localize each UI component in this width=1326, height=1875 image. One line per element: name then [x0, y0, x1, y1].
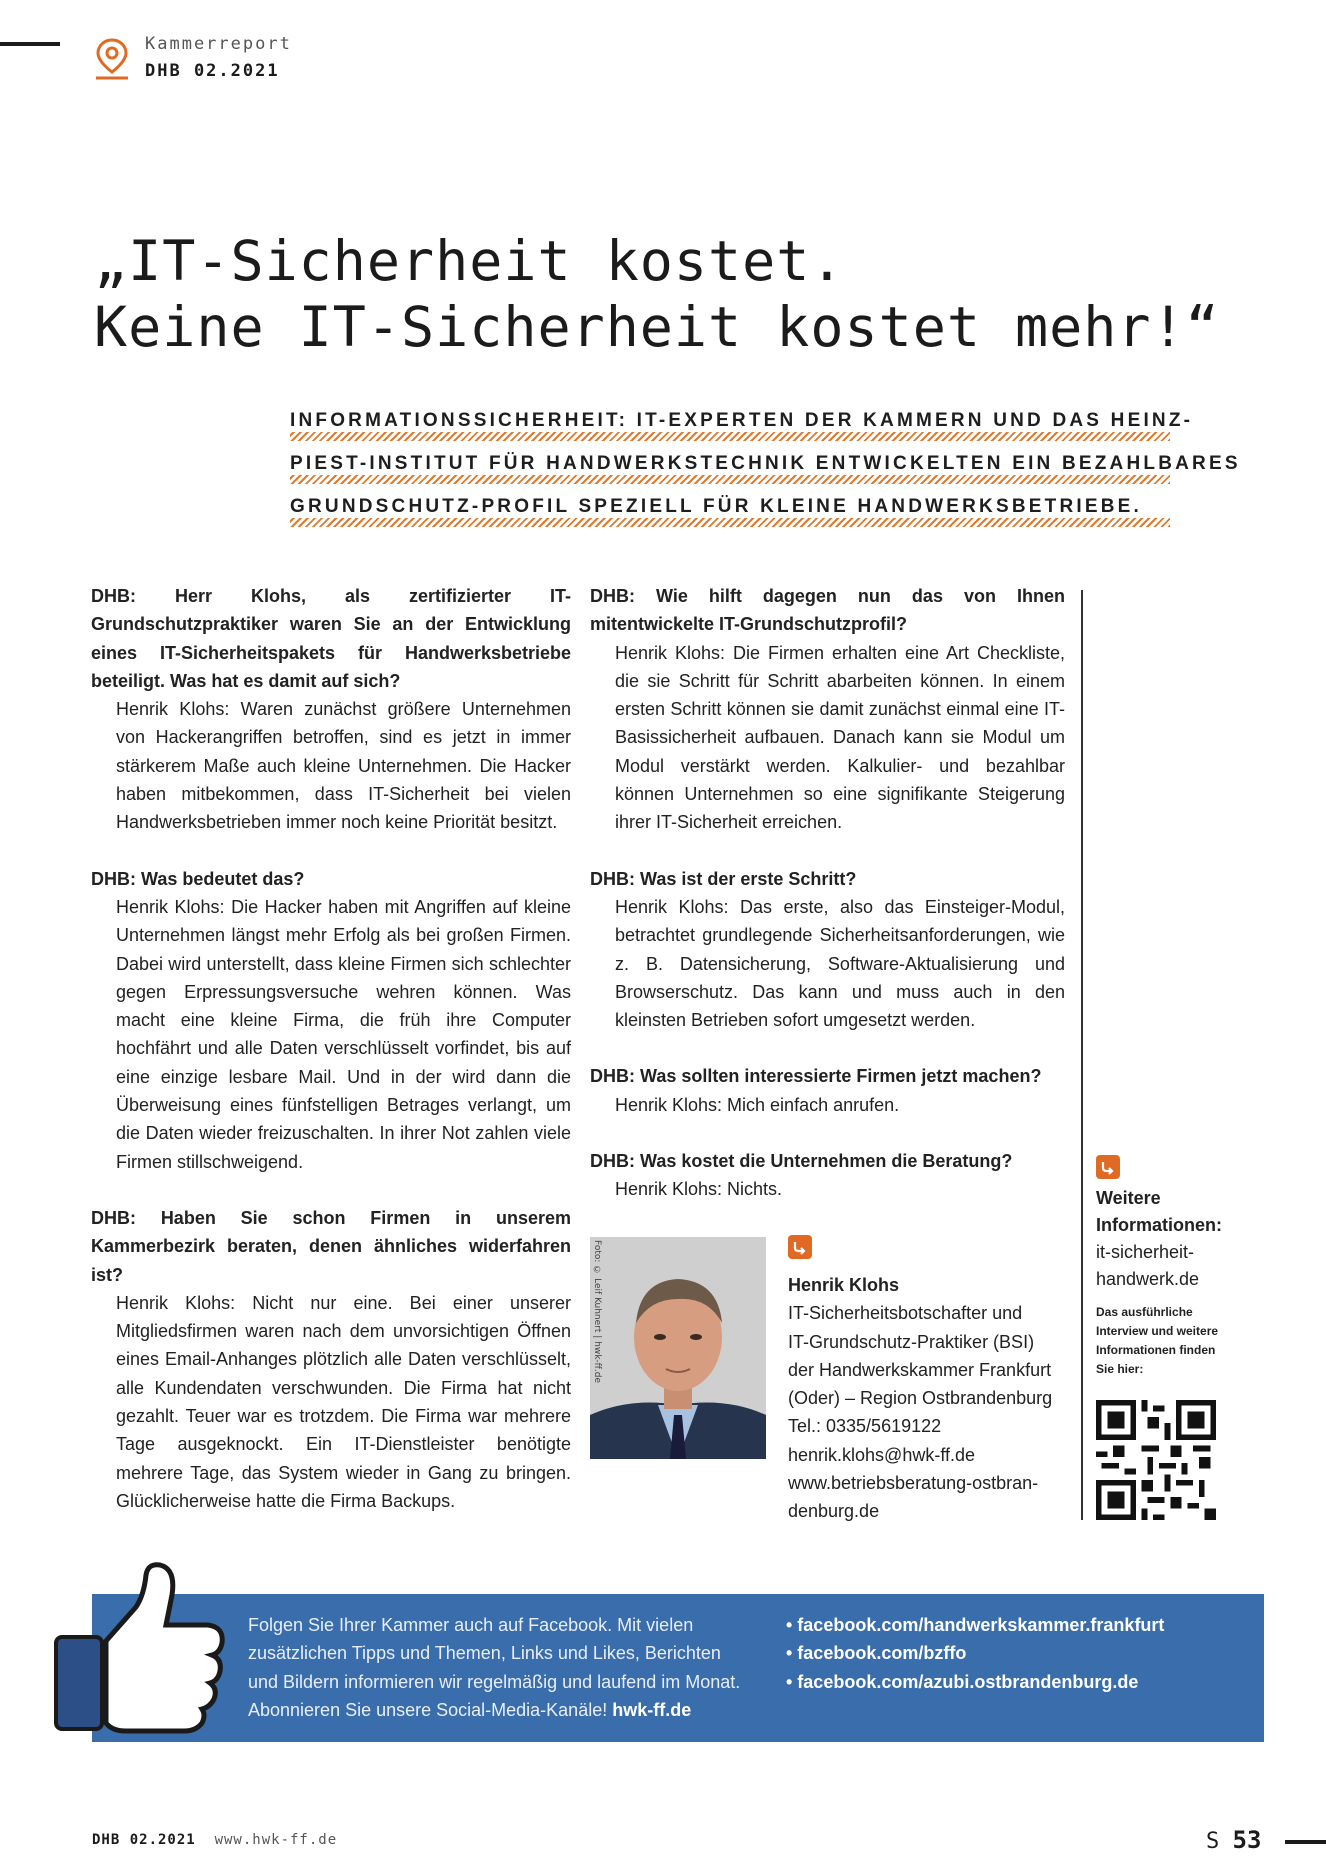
lead-line-3: GRUNDSCHUTZ-PROFIL SPEZIELL FÜR KLEINE HANDWERKSBETRIEBE.	[290, 490, 1170, 533]
question: DHB: Was ist der erste Schritt?	[590, 868, 857, 889]
question: DHB: Herr Klohs, als zertifizierter IT-Grundschutzpraktiker waren Sie an der Entwicklung eines IT-Sicherheitspakets für Handwerksbetriebe beteiligt. Was hat es damit auf sich?	[91, 586, 571, 691]
contact-role: IT-Grundschutz-Praktiker (BSI)	[788, 1331, 1035, 1352]
answer: Henrik Klohs: Nicht nur eine. Bei einer unserer Mitgliedsfirmen waren nach dem unvorsichtigen Öffnen eines Email-Anhanges plötzlich alle Daten verschlüsselt, alle Kundendaten verschwunden. Die Firma hat nicht gezahlt. Teuer war es trotzdem. Die Firma war mehrere Tage ausgeknockt. Ein IT-Dienstleister benötigte mehrere Tage, das System wieder in Gang zu bringen. Glücklicherweise hatte die Firma Backups.	[116, 1292, 571, 1511]
arrow-icon	[1096, 1155, 1120, 1179]
portrait-photo	[590, 1237, 766, 1459]
contact-phone: Tel.: 0335/5619122	[788, 1416, 942, 1437]
bottom-rule	[1285, 1840, 1326, 1844]
thumbs-up-icon	[50, 1555, 230, 1735]
answer: Henrik Klohs: Die Firmen erhalten eine Art Checkliste, die sie Schritt für Schritt abarbeiten können. In einem ersten Schritt können sie damit zunächst einmal eine IT-Basissicherheit aufbauen. Danach kann sie Modul um Modul verstärkt werden. Kalkulier- und bezahlbar können Unternehmen so eine signifikante Steigerung ihrer IT-Sicherheit erreichen.	[615, 642, 1065, 833]
sidebar-divider	[1081, 590, 1083, 1520]
lead-line-2: PIEST-INSTITUT FÜR HANDWERKSTECHNIK ENTWICKELTEN EIN BEZAHLBARES	[290, 447, 1170, 490]
section-label: Kammerreport	[145, 34, 292, 54]
facebook-description: Folgen Sie Ihrer Kammer auch auf Facebook. Mit vielen zusätzlichen Tipps und Themen, Links und Likes, Berichten und Bildern informieren wir regelmäßig und laufend im Monat. Abonnieren Sie unsere Social-Media-Kanäle!	[248, 1615, 741, 1720]
answer: Henrik Klohs: Das erste, also das Einsteiger-Modul, betrachtet grundlegende Sicherheitsanforderungen, wie z. B. Datensicherung, Software-Aktualisierung und Browserschutz. Das kann und muss auch in den kleinsten Betrieben sofort umgesetzt werden.	[615, 896, 1065, 1031]
interview-column-1	[91, 582, 571, 1515]
location-pin-icon	[92, 36, 132, 82]
footer-url[interactable]: www.hwk-ff.de	[214, 1832, 338, 1848]
page-title	[94, 228, 1274, 360]
contact-name: Henrik Klohs	[788, 1275, 900, 1295]
answer: Henrik Klohs: Die Hacker haben mit Angriffen auf kleine Unternehmen längst mehr Erfolg als bei großen Firmen. Dabei wird unterstellt, dass kleine Firmen sich schlechter gegen Erpressungsversuche wehren können. Was macht eine kleine Firma, die früh ihre Computer hochfährt und alle Daten verschlüsselt vorfindet, bis auf eine einzige lesbare Mail. Und in der wird dann die Überweisung eines fünfstelligen Betrages verlangt, um die Daten wieder freizuschalten. In ihrer Not zahlen viele Firmen stillschweigend.	[116, 896, 571, 1172]
contact-website[interactable]: denburg.de	[788, 1501, 880, 1522]
facebook-links	[786, 1611, 1266, 1696]
question: DHB: Wie hilft dagegen nun das von Ihnen mitentwickelte IT-Grundschutzprofil?	[590, 586, 1065, 635]
facebook-link[interactable]: • facebook.com/handwerkskammer.frankfurt	[786, 1615, 1165, 1635]
sidebar-info	[1096, 1155, 1236, 1379]
question: DHB: Was sollten interessierte Firmen jetzt machen?	[590, 1066, 1042, 1087]
facebook-link[interactable]: • facebook.com/azubi.ostbrandenburg.de	[786, 1671, 1139, 1692]
lead-paragraph	[290, 404, 1241, 533]
sidebar-link[interactable]: it-sicherheit-	[1096, 1242, 1195, 1262]
contact-box	[788, 1235, 1068, 1526]
issue-label: DHB 02.2021	[145, 61, 280, 81]
page-number	[1206, 1826, 1261, 1854]
footer	[92, 1832, 337, 1848]
page-number-value: 53	[1232, 1826, 1262, 1854]
photo-credit: Foto: © Leif Kuhnert | hwk-ff.de	[592, 1240, 602, 1383]
page-prefix: S	[1206, 1829, 1220, 1854]
contact-role: IT-Sicherheitsbotschafter und	[788, 1303, 1023, 1324]
answer: Henrik Klohs: Nichts.	[615, 1179, 783, 1200]
lead-line-1: INFORMATIONSSICHERHEIT: IT-EXPERTEN DER KAMMERN UND DAS HEINZ-	[290, 404, 1170, 447]
sidebar-link[interactable]: handwerk.de	[1096, 1269, 1200, 1289]
sidebar-note: Das ausführliche Interview und weitere Informationen finden Sie hier:	[1096, 1305, 1219, 1376]
contact-org: (Oder) – Region Ostbrandenburg	[788, 1388, 1053, 1409]
question: DHB: Was kostet die Unternehmen die Beratung?	[590, 1151, 1013, 1172]
sidebar-heading: Weitere	[1096, 1188, 1161, 1208]
interview-column-2	[590, 582, 1065, 1204]
qr-code[interactable]	[1096, 1400, 1216, 1520]
answer: Henrik Klohs: Waren zunächst größere Unternehmen von Hackerangriffen betroffen, sind es jetzt in immer stärkerem Maße auch kleine Unternehmen. Die Hacker haben mitbekommen, dass IT-Sicherheit bei vielen Handwerksbetrieben immer noch keine Priorität besitzt.	[116, 699, 571, 833]
contact-org: der Handwerkskammer Frankfurt	[788, 1359, 1052, 1380]
title-line-1: „IT-Sicherheit kostet.	[94, 229, 845, 293]
top-rule	[0, 42, 60, 46]
facebook-link[interactable]: • facebook.com/bzffo	[786, 1643, 967, 1664]
question: DHB: Haben Sie schon Firmen in unserem Kammerbezirk beraten, denen ähnliches widerfahren ist?	[91, 1207, 571, 1285]
facebook-text	[248, 1611, 748, 1724]
question: DHB: Was bedeutet das?	[91, 868, 305, 889]
sidebar-heading: Informationen:	[1096, 1215, 1222, 1235]
answer: Henrik Klohs: Mich einfach anrufen.	[615, 1094, 900, 1115]
title-line-2: Keine IT-Sicherheit kostet mehr!“	[94, 295, 1220, 359]
facebook-brand[interactable]: hwk-ff.de	[612, 1699, 692, 1720]
contact-email[interactable]: henrik.klohs@hwk-ff.de	[788, 1444, 976, 1465]
arrow-icon	[788, 1235, 812, 1259]
footer-issue: DHB 02.2021	[92, 1832, 196, 1848]
contact-website[interactable]: www.betriebsberatung-ostbran-	[788, 1473, 1039, 1494]
